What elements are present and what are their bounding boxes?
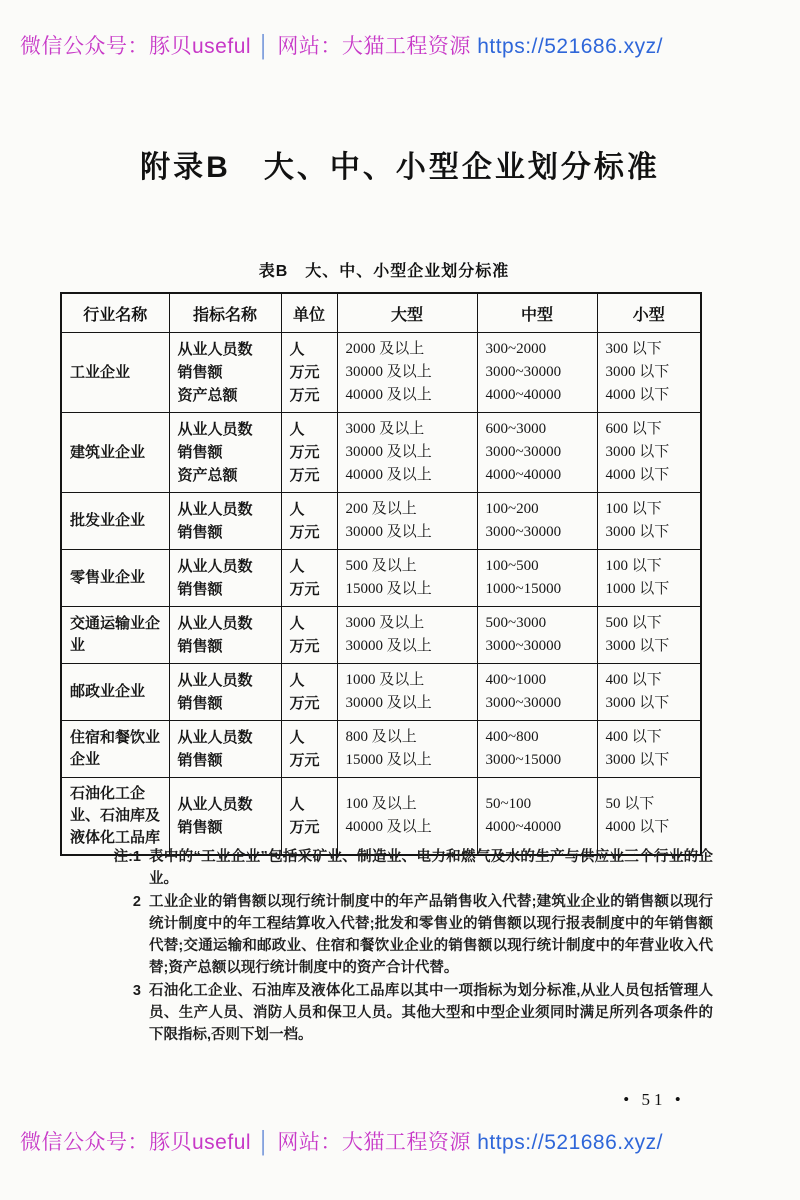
cell-line: 100 以下 bbox=[605, 501, 662, 517]
cell-large bbox=[337, 413, 477, 493]
cell-indicators bbox=[169, 664, 281, 721]
cell-line: 万元 bbox=[289, 581, 320, 598]
column-header-small: 小型 bbox=[597, 293, 701, 333]
cell-line: 石油化工企业、石油库及液体化工品库 bbox=[70, 785, 161, 846]
cell-line: 4000~40000 bbox=[485, 819, 562, 835]
cell-line: 3000 及以上 bbox=[345, 615, 425, 631]
cell-line: 万元 bbox=[289, 752, 320, 769]
cell-medium bbox=[477, 778, 597, 856]
cell-line: 人 bbox=[289, 501, 305, 518]
table-row bbox=[61, 550, 701, 607]
cell-small bbox=[597, 333, 701, 413]
cell-industry bbox=[61, 607, 169, 664]
cell-line: 从业人员数 bbox=[177, 672, 253, 689]
cell-line: 从业人员数 bbox=[177, 421, 253, 438]
cell-line: 人 bbox=[289, 672, 305, 689]
cell-line: 从业人员数 bbox=[177, 501, 253, 518]
table-row bbox=[61, 333, 701, 413]
cell-small bbox=[597, 721, 701, 778]
cell-industry bbox=[61, 333, 169, 413]
cell-line: 销售额 bbox=[177, 695, 223, 712]
cell-line: 600~3000 bbox=[485, 421, 547, 437]
cell-line: 人 bbox=[289, 558, 305, 575]
cell-medium bbox=[477, 664, 597, 721]
note-text: 石油化工企业、石油库及液体化工品库以其中一项指标为划分标准,从业人员包括管理人员、生产人员、消防人员和保卫人员。其他大型和中型企业须同时满足所列各项条件的下限指标,否则下划一档。 bbox=[149, 983, 713, 1043]
cell-line: 400~800 bbox=[485, 729, 539, 745]
notes-section bbox=[95, 846, 713, 1047]
cell-line: 万元 bbox=[289, 387, 320, 404]
column-header-unit: 单位 bbox=[281, 293, 337, 333]
cell-line: 住宿和餐饮业企业 bbox=[70, 729, 161, 768]
cell-indicators bbox=[169, 607, 281, 664]
table-row bbox=[61, 413, 701, 493]
cell-line: 40000 及以上 bbox=[345, 467, 432, 483]
cell-line: 30000 及以上 bbox=[345, 524, 432, 540]
cell-line: 3000 以下 bbox=[605, 364, 670, 380]
cell-industry bbox=[61, 664, 169, 721]
cell-line: 3000 以下 bbox=[605, 752, 670, 768]
cell-line: 30000 及以上 bbox=[345, 695, 432, 711]
cell-line: 从业人员数 bbox=[177, 615, 253, 632]
cell-units bbox=[281, 413, 337, 493]
cell-industry bbox=[61, 550, 169, 607]
watermark-text: https://521686.xyz/ bbox=[477, 35, 663, 58]
cell-line: 万元 bbox=[289, 364, 320, 381]
cell-medium bbox=[477, 607, 597, 664]
cell-line: 3000~15000 bbox=[485, 752, 562, 768]
column-header-medium: 中型 bbox=[477, 293, 597, 333]
cell-line: 500 及以上 bbox=[345, 558, 417, 574]
table-row bbox=[61, 778, 701, 856]
cell-line: 销售额 bbox=[177, 581, 223, 598]
note-number: 3 bbox=[132, 983, 141, 999]
note-item bbox=[95, 846, 713, 890]
cell-medium bbox=[477, 721, 597, 778]
cell-line: 3000~30000 bbox=[485, 444, 562, 460]
page-number: • 51 • bbox=[623, 1090, 685, 1109]
cell-line: 销售额 bbox=[177, 638, 223, 655]
cell-line: 3000~30000 bbox=[485, 695, 562, 711]
cell-line: 3000 以下 bbox=[605, 695, 670, 711]
cell-small bbox=[597, 664, 701, 721]
cell-line: 批发业企业 bbox=[70, 512, 146, 529]
header-row bbox=[61, 293, 701, 333]
cell-line: 800 及以上 bbox=[345, 729, 417, 745]
cell-line: 3000 及以上 bbox=[345, 421, 425, 437]
classification-table bbox=[60, 292, 702, 856]
cell-large bbox=[337, 721, 477, 778]
cell-line: 销售额 bbox=[177, 752, 223, 769]
cell-line: 工业企业 bbox=[70, 363, 131, 381]
table-row bbox=[61, 493, 701, 550]
cell-indicators bbox=[169, 413, 281, 493]
cell-line: 100~200 bbox=[485, 501, 539, 517]
cell-industry bbox=[61, 778, 169, 856]
watermark-text: 微信公众号：豚贝useful bbox=[20, 1131, 252, 1154]
cell-units bbox=[281, 493, 337, 550]
cell-indicators bbox=[169, 493, 281, 550]
watermark-text: 微信公众号：豚贝useful bbox=[20, 35, 252, 58]
cell-small bbox=[597, 493, 701, 550]
cell-units bbox=[281, 778, 337, 856]
cell-small bbox=[597, 550, 701, 607]
cell-large bbox=[337, 550, 477, 607]
cell-line: 从业人员数 bbox=[177, 341, 253, 358]
watermark-text: 网站：大猫工程资源 bbox=[277, 1131, 478, 1154]
watermark-text: │ bbox=[251, 35, 278, 58]
cell-industry bbox=[61, 721, 169, 778]
cell-line: 从业人员数 bbox=[177, 729, 253, 746]
cell-line: 300 以下 bbox=[605, 341, 662, 357]
table-header bbox=[61, 293, 701, 333]
cell-line: 万元 bbox=[289, 524, 320, 541]
cell-line: 30000 及以上 bbox=[345, 444, 432, 460]
cell-line: 15000 及以上 bbox=[345, 752, 432, 768]
cell-line: 1000 以下 bbox=[605, 581, 670, 597]
cell-medium bbox=[477, 550, 597, 607]
cell-line: 邮政业企业 bbox=[70, 683, 146, 700]
cell-line: 600 以下 bbox=[605, 421, 662, 437]
note-item bbox=[95, 980, 713, 1046]
cell-line: 200 及以上 bbox=[345, 501, 417, 517]
cell-indicators bbox=[169, 721, 281, 778]
cell-line: 40000 及以上 bbox=[345, 819, 432, 835]
cell-line: 人 bbox=[289, 615, 305, 632]
cell-units bbox=[281, 664, 337, 721]
cell-line: 3000~30000 bbox=[485, 638, 562, 654]
cell-line: 1000~15000 bbox=[485, 581, 562, 597]
cell-line: 4000~40000 bbox=[485, 467, 562, 483]
cell-line: 4000 以下 bbox=[605, 467, 670, 483]
column-header-indicator: 指标名称 bbox=[169, 293, 281, 333]
cell-line: 万元 bbox=[289, 819, 320, 836]
note-text: 表中的“工业企业”包括采矿业、制造业、电力和燃气及水的生产与供应业三个行业的企业。 bbox=[149, 849, 713, 887]
cell-line: 2000 及以上 bbox=[345, 341, 425, 357]
cell-line: 1000 及以上 bbox=[345, 672, 425, 688]
cell-line: 万元 bbox=[289, 444, 320, 461]
cell-line: 40000 及以上 bbox=[345, 387, 432, 403]
cell-line: 3000 以下 bbox=[605, 524, 670, 540]
cell-line: 资产总额 bbox=[177, 467, 238, 484]
cell-line: 人 bbox=[289, 341, 305, 358]
cell-large bbox=[337, 493, 477, 550]
cell-units bbox=[281, 721, 337, 778]
cell-small bbox=[597, 607, 701, 664]
appendix-title: 附录B 大、中、小型企业划分标准 bbox=[140, 151, 660, 184]
cell-units bbox=[281, 607, 337, 664]
cell-line: 100 及以上 bbox=[345, 796, 417, 812]
cell-medium bbox=[477, 413, 597, 493]
cell-line: 万元 bbox=[289, 638, 320, 655]
cell-large bbox=[337, 607, 477, 664]
watermark-text: │ bbox=[251, 1131, 278, 1154]
table-body bbox=[61, 333, 701, 856]
cell-line: 400 以下 bbox=[605, 729, 662, 745]
cell-line: 4000 以下 bbox=[605, 819, 670, 835]
cell-line: 100~500 bbox=[485, 558, 539, 574]
cell-indicators bbox=[169, 778, 281, 856]
watermark-top bbox=[20, 30, 780, 60]
cell-line: 50~100 bbox=[485, 796, 532, 812]
watermark-text: https://521686.xyz/ bbox=[477, 1131, 663, 1154]
cell-units bbox=[281, 550, 337, 607]
cell-line: 400 以下 bbox=[605, 672, 662, 688]
cell-medium bbox=[477, 493, 597, 550]
cell-medium bbox=[477, 333, 597, 413]
cell-line: 100 以下 bbox=[605, 558, 662, 574]
cell-line: 零售业企业 bbox=[70, 569, 146, 586]
cell-line: 300~2000 bbox=[485, 341, 547, 357]
cell-line: 4000~40000 bbox=[485, 387, 562, 403]
cell-large bbox=[337, 778, 477, 856]
cell-indicators bbox=[169, 333, 281, 413]
cell-small bbox=[597, 413, 701, 493]
cell-line: 15000 及以上 bbox=[345, 581, 432, 597]
cell-large bbox=[337, 333, 477, 413]
note-item bbox=[95, 891, 713, 979]
cell-line: 万元 bbox=[289, 467, 320, 484]
cell-line: 人 bbox=[289, 796, 305, 813]
cell-line: 400~1000 bbox=[485, 672, 547, 688]
cell-industry bbox=[61, 493, 169, 550]
cell-line: 3000 以下 bbox=[605, 638, 670, 654]
note-number: 2 bbox=[132, 894, 141, 910]
cell-small bbox=[597, 778, 701, 856]
cell-line: 人 bbox=[289, 421, 305, 438]
cell-line: 50 以下 bbox=[605, 796, 655, 812]
cell-line: 3000 以下 bbox=[605, 444, 670, 460]
cell-line: 销售额 bbox=[177, 364, 223, 381]
cell-line: 从业人员数 bbox=[177, 558, 253, 575]
cell-line: 资产总额 bbox=[177, 387, 238, 404]
cell-line: 3000~30000 bbox=[485, 524, 562, 540]
cell-line: 3000~30000 bbox=[485, 364, 562, 380]
cell-line: 销售额 bbox=[177, 819, 223, 836]
column-header-large: 大型 bbox=[337, 293, 477, 333]
cell-line: 销售额 bbox=[177, 524, 223, 541]
cell-line: 交通运输业企业 bbox=[70, 615, 161, 654]
cell-line: 30000 及以上 bbox=[345, 364, 432, 380]
cell-indicators bbox=[169, 550, 281, 607]
cell-line: 建筑业企业 bbox=[70, 443, 146, 461]
cell-line: 万元 bbox=[289, 695, 320, 712]
cell-line: 500~3000 bbox=[485, 615, 547, 631]
table-caption: 表B 大、中、小型企业划分标准 bbox=[258, 263, 510, 280]
cell-large bbox=[337, 664, 477, 721]
note-text: 工业企业的销售额以现行统计制度中的年产品销售收入代替;建筑业企业的销售额以现行统计制度中的年工程结算收入代替;批发和零售业的销售额以现行报表制度中的年销售额代替;交通运输和邮政业、住宿和餐饮业企业的销售额以现行统计制度中的年营业收入代替;资产总额以现行统计制度中的资产合计代替。 bbox=[149, 894, 713, 976]
cell-industry bbox=[61, 413, 169, 493]
cell-units bbox=[281, 333, 337, 413]
cell-line: 销售额 bbox=[177, 444, 223, 461]
table-row bbox=[61, 664, 701, 721]
cell-line: 500 以下 bbox=[605, 615, 662, 631]
cell-line: 30000 及以上 bbox=[345, 638, 432, 654]
column-header-industry: 行业名称 bbox=[61, 293, 169, 333]
table-row bbox=[61, 721, 701, 778]
watermark-bottom bbox=[20, 1126, 780, 1156]
watermark-text: 网站：大猫工程资源 bbox=[277, 35, 478, 58]
cell-line: 4000 以下 bbox=[605, 387, 670, 403]
table-row bbox=[61, 607, 701, 664]
note-number: 注:1 bbox=[113, 849, 141, 865]
cell-line: 从业人员数 bbox=[177, 796, 253, 813]
cell-line: 人 bbox=[289, 729, 305, 746]
